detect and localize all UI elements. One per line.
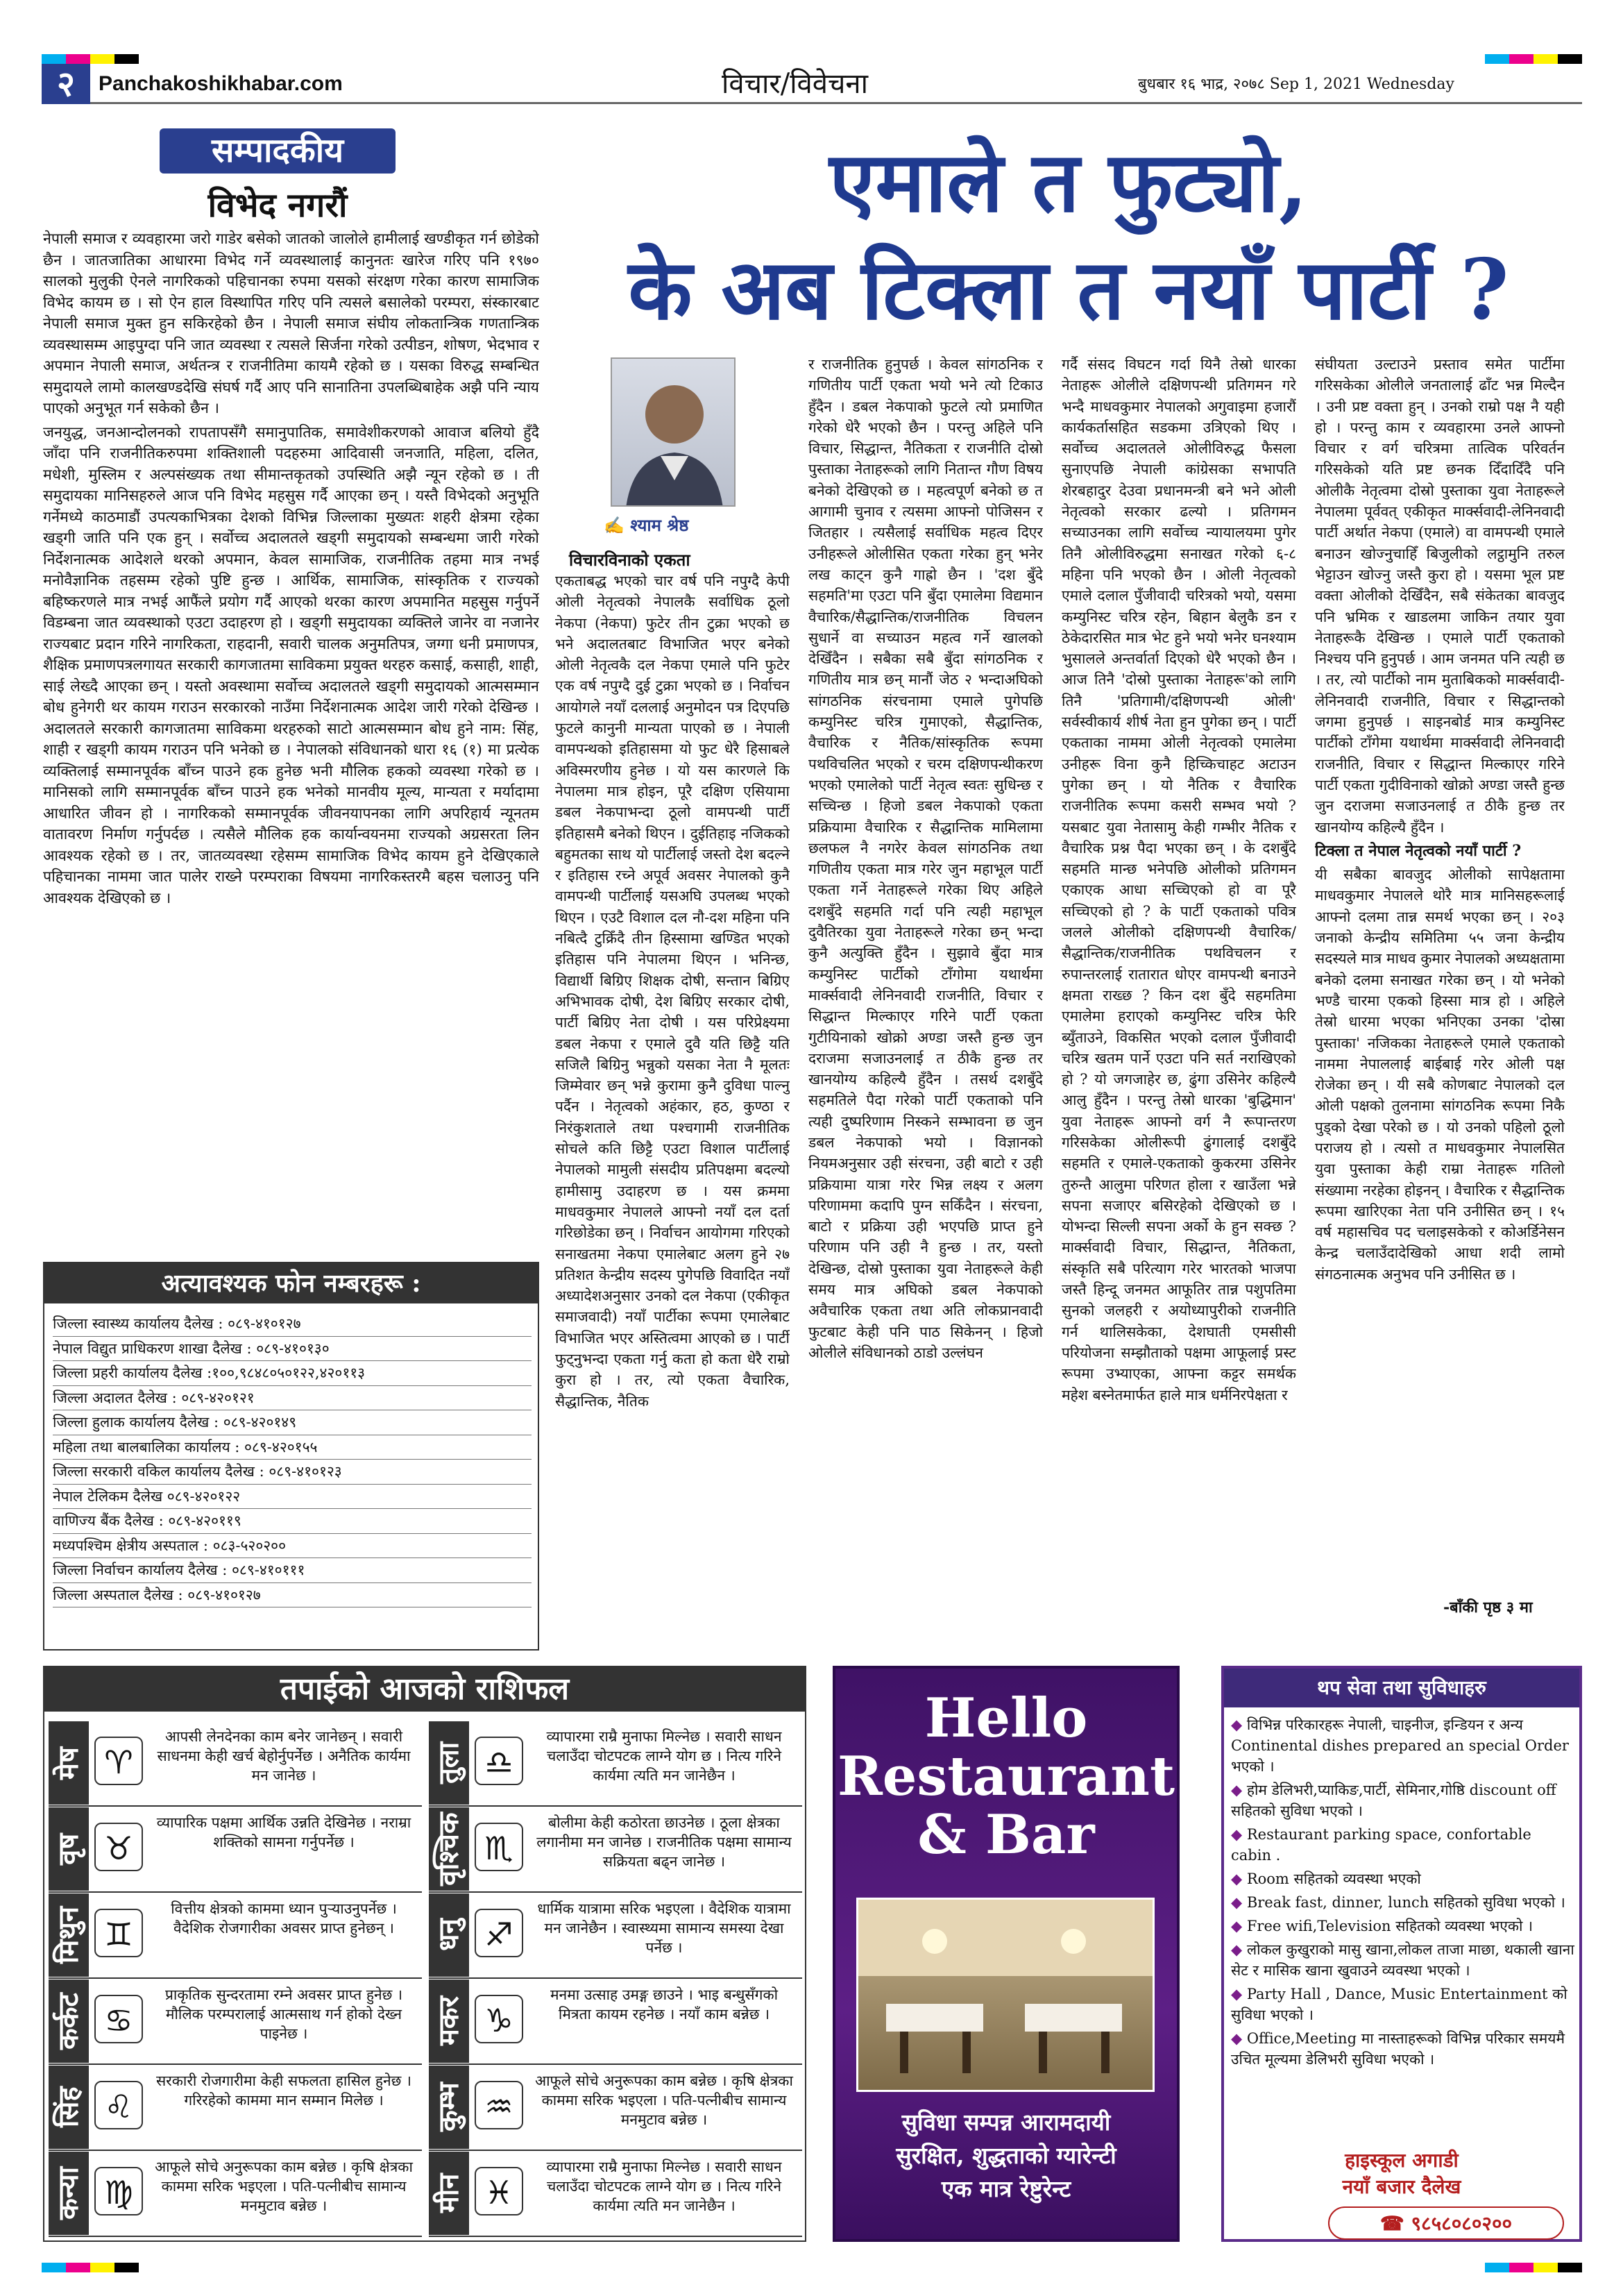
zodiac-icon: ♈ — [94, 1737, 143, 1785]
editorial-banner: सम्पादकीय — [160, 128, 396, 174]
column-text: र राजनीतिक हुनुपर्छ । केवल सांगठनिक र गणितीय पार्टी एकता भयो भने त्यो टिकाउ हुँदैन । डबल नेकपाको फुटले त्यो प्रमाणित गरेको धेरै भएको छैन । परन्तु अहिले पनि विचार, सिद्धान्त, नैतिकता र राजनीति दोस्रो पुस्ताका नेताहरूको लागि नितान्त गौण विषय बनेको देखिएको छ । महत्वपूर्ण बनेको छ त आगामी चुनाव र त्यसमा आफ्नो पोजिसन र जितहार । त्यसैलाई सर्वाधिक महत्व दिएर उनीहरूले ओलीसित एकता गरेका हुन् भनेर लख काट्न कुनै गाह्रो छैन । 'दश बुँदे सहमति'मा एउटा पनि बुँदा एमालेमा विद्यमान वैचारिक/सैद्धान्तिक/राजनीतिक विचलन सुधार्ने वा सच्याउन महत्व गर्ने खालको देखिँदैन । सबैका सबै बुँदा सांगठनिक र गणितीय मात्र छन् मानौं जेठ २ भन्दाअघिको सांगठनिक संरचनामा एमाले पुगेपछि कम्युनिस्ट चरित्र गुमाएको, सैद्धान्तिक, वैचारिक र नैतिक/सांस्कृतिक रूपमा पथविचलित भएको र चरम दक्षिणपन्थीकरण भएको एमालेको पार्टी नेतृत्व स्वतः सुधिन्छ र सच्चिन्छ । हिजो डबल नेकपाको एकता प्रक्रियामा वैचारिक र सैद्धान्तिक मामिलामा छलफल नै नगरेर केवल सांगठनिक तथा गणितीय एकता मात्र गरेर जुन महाभूल पार्टी एकता गर्ने नेताहरूले गरेका थिए अहिले दशबुँदे सहमति गर्दा पनि त्यही महाभूल दुवैतिरका युवा नेताहरूले गरेका छन् भन्दा कुनै अत्युक्ति हुँदैन । सुझावे बुँदा मात्र कम्युनिस्ट पार्टीको टाँगोमा यथार्थमा मार्क्सवादी लेनिनवादी राजनीति, विचार र सिद्धान्त मिल्काएर गरिने पार्टी एकता गुटीयिनाको खोक्रो अण्डा जस्तै हुन्छ जुन दराजमा सजाउनलाई त ठीकै हुन्छ तर खानयोग्य कहिल्यै हुँदैन । तसर्थ दशबुँदे सहमतिले पैदा गरेको पार्टी एकताको पनि त्यही दुष्परिणाम निस्कने सम्भावना छ जुन डबल नेकपाको भयो । विज्ञानको नियमअनुसार उही संरचना, उही बाटो र उही प्रक्रियामा यात्रा गरेर भिन्न लक्ष्य र अलग परिणाममा कदापि पुग्न सकिँदैन । संरचना, बाटो र प्रक्रिया उही भएपछि प्राप्त हुने परिणाम पनि उही नै हुन्छ । तर, यस्तो देखिन्छ, दोस्रो पुस्ताका युवा नेताहरूले केही समय मात्र अघिको डबल नेकपाको अवैचारिक एकता तथा अति लोकप्रानवादी फुटबाट केही पनि पाठ सिकेनन् । हिजो ओलीले संविधानको ठाडो उल्लंघन — [808, 356, 1043, 1361]
zodiac-icon: ♐ — [475, 1909, 523, 1957]
sign-prediction: व्यापारमा राम्रै मुनाफा मिल्नेछ । सवारी साधन चलाउँदा चोटपटक लाग्ने योग छ । नित्य गरिने कार्यमा त्यति मन जानेछैन । — [546, 1728, 782, 1784]
bullet-icon: ◆ — [1231, 1782, 1247, 1798]
column-text: एकताबद्ध भएको चार वर्ष पनि नपुग्दै केपी ओली नेतृत्वको नेपालकै सर्वाधिक ठूलो नेकपा (नेकपा) फुटेर तीन टुक्रा भएको छ भने अदालतबाट विभाजित भएर बनेको ओली नेतृत्वकै दल नेकपा एमाले पनि फुटेर एक वर्ष नपुग्दै दुई टुक्रा भएको छ । निर्वाचन आयोगले नयाँ दललाई अनुमोदन पत्र दिएपछि फुटले कानुनी मान्यता पाएको छ । नेपाली वामपन्थको इतिहासमा यो फुट धेरै हिसाबले अविस्मरणीय हुनेछ । यो यस कारणले कि नेपालमा मात्र होइन, पूरै दक्षिण एसियामा डबल नेकपाभन्दा ठूलो वामपन्थी पार्टी इतिहासमै बनेको थिएन । दुईतिहाइ नजिकको बहुमतका साथ यो पार्टीलाई जस्तो देश बदल्ने र इतिहास रच्ने अपूर्व अवसर नेपालको कुनै वामपन्थी पार्टीलाई यसअघि उपलब्ध भएको थिएन । एउटै विशाल दल नौ-दश महिना पनि नबित्दै टुक्रिँदै तीन हिस्सामा खण्डित भएको इतिहास पनि नेपालमा थिएन । भनिन्छ, विद्यार्थी बिग्रिए शिक्षक दोषी, सन्तान बिग्रिए अभिभावक दोषी, देश बिग्रिए सरकार दोषी, पार्टी बिग्रिए नेता दोषी । यस परिप्रेक्ष्यमा डबल नेकपा र एमाले दुवै यति छिट्टै यति सजिलै बिग्रिनु भन्नुको यसका नेता नै मूलतः जिम्मेवार छन् भन्ने कुरामा कुनै दुविधा पाल्नु पर्दैन । नेतृत्वको अहंकार, हठ, कुण्ठा र निरंकुशताले तथा पश्चगामी राजनीतिक सोचले कति छिट्टै एउटा विशाल पार्टीलाई नेपालको मामुली संसदीय प्रतिपक्षमा बदल्यो हामीसामु उदाहरण छ । यस क्रममा माधवकुमार नेपालले आफ्नो नयाँ दल दर्ता गरिछोडेका छन् । निर्वाचन आयोगमा गरिएको सनाखतमा नेकपा एमालेबाट अलग हुने २७ प्रतिशत केन्द्रीय सदस्य पुगेपछि विवादित नयाँ अध्यादेशअनुसार उनको दल नेकपा (एकीकृत समाजवादी) नयाँ पार्टीका रूपमा एमालेबाट विभाजित भएर अस्तित्वमा आएको छ । पार्टी फुट्नुभन्दा एकता गर्नु कता हो कता धेरै राम्रो कुरा हो । तर, त्यो एकता वैचारिक, सैद्धान्तिक, नैतिक — [555, 573, 790, 1410]
row-divider — [429, 2063, 802, 2065]
editorial-paragraph: नेपाली समाज र व्यवहारमा जरो गाडेर बसेको जातको जालोले हामीलाई खण्डीकृत गर्न छोडेको छैन । जातजातिका आधारमा विभेद गर्ने व्यवस्थालाई कानुनतः खारेज गरिए पनि १९७० सालको मुलुकी ऐनले नागरिकको पहिचानका रुपमा यसको संरक्षण गरेका कारण सामाजिक विभेद कायम छ । सो ऐन हाल विस्थापित गरिए पनि त्यसले बसालेको परम्परा, संस्कारबाट नेपाली समाज मुक्त हुन सकिरहेको छैन । नेपाली समाज संघीय लोकतान्त्रिक गणतान्त्रिक व्यवस्थासम्म आइपुग्दा पनि जात व्यवस्था र त्यसले सिर्जना गरेको उत्पीडन, शोषण, भेदभाव र अपमान नेपाली समाज, अर्थतन्त्र र राजनीतिमा कायमै रहेको छ । यसका विरुद्ध सम्बन्धित समुदायले लामो कालखण्डदेखि संघर्ष गर्दै आए पनि सानातिना उपलब्धिबाहेक अझै पनि न्याय पाएको अनुभूत गर्न सकेको छैन । — [43, 230, 539, 417]
article-subhead: विचारविनाको एकता — [569, 550, 690, 570]
phone-icon: ☎ — [1379, 2212, 1411, 2235]
phone-row: जिल्ला अस्पताल दैलेख : ०८९-४१०१२७ — [53, 1583, 532, 1608]
restaurant-ad — [833, 1666, 1180, 2242]
sign-name: धनु — [429, 1893, 469, 1977]
sign-prediction: बोलीमा केही कठोरता छाउनेछ । ठूला क्षेत्रका लगानीमा मन जानेछ । राजनीतिक पक्षमा सामान्य सक्रियता बढ्न जानेछ । — [536, 1814, 792, 1870]
sign-prediction: आफूले सोचे अनुरूपका काम बन्नेछ । कृषि क्षेत्रका काममा सरिक भइएला । पति-पत्नीबीच सामान्य मनमुटाव बन्नेछ । — [155, 2159, 413, 2214]
zodiac-icon: ♎ — [475, 1737, 523, 1785]
bullet-icon: ◆ — [1231, 1826, 1247, 1843]
editorial-body — [43, 229, 539, 1249]
row-divider — [429, 1977, 802, 1979]
services-ad — [1221, 1666, 1582, 2242]
horoscope-box — [43, 1666, 806, 2242]
emergency-phones-box — [43, 1262, 539, 1651]
phone-row: नेपाल विद्युत प्राधिकरण शाखा दैलेख : ०८९-४१०१३० — [53, 1337, 532, 1362]
zodiac-icon: ♑ — [475, 1995, 523, 2043]
phones-title: अत्यावश्यक फोन नम्बरहरू : — [44, 1263, 538, 1303]
ad-title-line: Hello — [924, 1687, 1088, 1750]
sign-name: कुम्भ — [429, 2066, 469, 2149]
row-divider — [49, 1805, 422, 1807]
column-text: गर्दै संसद विघटन गर्दा यिनै तेस्रो धारका नेताहरू ओलीले दक्षिणपन्थी प्रतिगमन गरे भन्दै माधवकुमार नेपालको अगुवाइमा हजारौं कार्यकर्तासहित सडकमा उत्रिएको थिए । सर्वोच्च अदालतले ओलीविरुद्ध फैसला सुनाएपछि नेपाली कांग्रेसका सभापति शेरबहादुर देउवा प्रधानमन्त्री बने भने ओली नेतृत्वको सरकार ढल्यो । प्रतिगमन सच्याउनका लागि सर्वोच्च न्यायालयमा पुगेर तिनै ओलीविरुद्धमा सनाखत गरेको ६-८ महिना पनि भएको छैन । ओली नेतृत्वको एमाले दलाल पुँजीवादी चरित्रको भयो, यसमा कम्युनिस्ट चरित्र रहेन, बिहान बेलुकै डन र ठेकेदारसित मात्र भेट हुने भयो भनेर घनश्याम भुसालले अन्तर्वार्ता दिएको धेरै भएको छैन । आज तिनै 'दोस्रो पुस्ताका नेताहरू'को लागि तिनै 'प्रतिगामी/दक्षिणपन्थी ओली' सर्वस्वीकार्य शीर्ष नेता हुन पुगेका छन् । पार्टी एकताका नाममा ओली नेतृत्वको एमालेमा उनीहरू विना कुनै हिच्किचाहट अटाउन पुगेका छन् । यो नैतिक र वैचारिक राजनीतिक रूपमा कसरी सम्भव भयो ? यसबाट युवा नेतासामु केही गम्भीर नैतिक र वैचारिक प्रश्न पैदा भएका छन् । के दशबुँदे सहमति मान्छ भनेपछि ओलीको प्रतिगमन एकाएक आधा सच्चिएको हो वा पूरै सच्चिएको हो ? के पार्टी एकताको पवित्र जलले ओलीको दक्षिणपन्थी वैचारिक/सैद्धान्तिक/राजनीतिक पथविचलन र रुपान्तरलाई रातारात धोएर वामपन्थी बनाउने क्षमता राख्छ ? किन दश बुँदे सहमतिमा एमालेमा हराएको कम्युनिस्ट चरित्र फेरि ब्युँताउने, विकसित भएको दलाल पुँजीवादी चरित्र खतम पार्ने एउटा पनि सर्त नराखिएको हो ? यो जगजाहेर छ, ढुंगा उसिनेर कहिल्यै आलु हुँदैन । परन्तु तेस्रो धारका 'बुद्धिमान' युवा नेताहरू आफ्नो वर्ग नै रूपान्तरण गरिसकेका ओलीरूपी ढुंगालाई दशबुँदे सहमति र एमाले-एकताको कुकरमा उसिनेर तुरुन्तै आलुमा परिणत होला र खाउँला भन्ने सपना सजाएर बसिरहेको देखिएको छ । योभन्दा सिल्ली सपना अर्को के हुन सक्छ ? मार्क्सवादी विचार, सिद्धान्त, नैतिकता, संस्कृति सबै परित्याग गरेर भारतको भाजपा जस्तै हिन्दू जनमत आफूतिर तान्न पशुपतिमा सुनको जलहरी र अयोध्यापुरीको राजनीति गर्न थालिसकेका, देशघाती एमसीसी परियोजना सम्झौताको पक्षमा आफूलाई प्रस्ट रूपमा उभ्याएका, आफ्ना कट्टर समर्थक महेश बस्नेतमार्फत हाले मात्र धर्मनिरपेक्षता र — [1062, 356, 1296, 1403]
dining-table-icon — [858, 1900, 1153, 2090]
row-divider — [49, 1977, 422, 1979]
zodiac-icon: ♉ — [94, 1823, 143, 1871]
sign-prediction: व्यापारिक पक्षमा आर्थिक उन्नति देखिनेछ । नराम्रा शक्तिको सामना गर्नुपर्नेछ । — [156, 1814, 411, 1850]
bullet-icon: ◆ — [1231, 1986, 1247, 2002]
row-divider — [429, 1891, 802, 1893]
row-divider — [49, 2150, 422, 2151]
sign-name: कर्कट — [49, 1980, 89, 2063]
sign-prediction: आपसी लेनदेनका काम बनेर जानेछन् । सवारी साधनमा केही खर्च बेहोर्नुपर्नेछ । अनैतिक कार्यमा मन जानेछ । — [157, 1728, 411, 1784]
service-item-text: Restaurant parking space, confortable cabin . — [1231, 1826, 1531, 1864]
page-number: २ — [42, 64, 90, 104]
horoscope-title: तपाईको आजको राशिफल — [44, 1667, 805, 1712]
column-text: संघीयता उल्टाउने प्रस्ताव समेत पार्टीमा गरिसकेका ओलीले जनतालाई ढाँट भन्न मिल्दैन । उनी प्रष्ट वक्ता हुन् । उनको राम्रो पक्ष नै यही हो । परन्तु काम र व्यवहारमा उनले आफ्नो विचार र वर्ग चरित्रमा तात्विक परिवर्तन गरिसकेको यति प्रष्ट छनक दिँदादिँदै पनि ओलीकै नेतृत्वमा दोस्रो पुस्ताका युवा नेताहरूले नेपालमा पूर्ववत् एकीकृत मार्क्सवादी-लेनिनवादी पार्टी अर्थात नेकपा (एमाले) वा वामपन्थी एमाले बनाउन खोज्नुचाहिँ बिजुलीको लट्ठामुनि तरुल भेट्टाउन खोज्नु जस्तै कुरा हो । यसमा भूल प्रष्ट वक्ता ओलीको देखिँदैन, सबै संकेतका बावजुद पनि भ्रमिक र खाडलमा जाकिन तयार युवा नेताहरूकै देखिन्छ । एमाले पार्टी एकताको निश्चय पनि हुनुपर्छ । आम जनमत पनि त्यही छ । तर, त्यो पार्टीको नाम मुताबिकको मार्क्सवादी-लेनिनवादी राजनीति, विचार र सिद्धान्तको जगमा हुनुपर्छ । साइनबोर्ड मात्र कम्युनिस्ट पार्टीको टाँगेमा यथार्थमा मार्क्सवादी लेनिनवादी राजनीति, विचार र सिद्धान्त मिल्काएर गरिने पार्टी एकता गुदीविनाको खोक्रो अण्डा जस्तै हुन्छ जुन दराजमा सजाउनलाई त ठीकै हुन्छ तर खानयोग्य कहिल्यै हुँदैन । — [1315, 356, 1565, 836]
sign-prediction: मनमा उत्साह उमङ्ग छाउने । भाइ बन्धुसँगको मित्रता कायम रहनेछ । नयाँ काम बन्नेछ । — [550, 1986, 779, 2023]
continued-note: -बाँकी पृष्ठ ३ मा — [1443, 1598, 1533, 1617]
phone-row: जिल्ला हुलाक कार्यालय दैलेख : ०८९-४२०१४९ — [53, 1410, 532, 1435]
zodiac-icon: ♓ — [475, 2167, 523, 2215]
row-divider — [429, 2150, 802, 2151]
editorial-paragraph: जनयुद्ध, जनआन्दोलनको रापतापसँगै समानुपातिक, समावेशीकरणको आवाज बलियो हुँदै जाँदा पनि राजनीतिकरुपमा शक्तिशाली पदहरुमा आदिवासी जनजाति, महिला, दलित, मधेशी, मुस्लिम र अल्पसंख्यक तथा सीमान्तकृतको उपस्थिति अझै न्यून रहेको छ । ती समुदायका मानिसहरुले आज पनि विभेद महसुस गर्दै आएका छन् । यस्तै विभेदको अनुभूति गर्नेमध्ये काठमाडौं उपत्यकाभित्रका देशको विभिन्न जिल्लाका मुख्यतः शहरी क्षेत्रमा रहेका खड्गी जाति पनि एक हुन् । सर्वोच्च अदालतले खड्गी समुदायको सम्बन्धमा जारी गरेको निर्देशनात्मक आदेशले थरको अपमान, केवल सामाजिक, राजनीतिक तहमा मात्र नभई मनोवैज्ञानिक तहसम्म रहेको पुष्टि हुन्छ । आर्थिक, सामाजिक, सांस्कृतिक र राज्यको बहिष्करणले मात्र नभई आफैंले प्रयोग गर्दै आएको थरका कारण अपमानित महसुस गर्नुपर्ने विडम्बना जात व्यवस्थाको एउटा उदाहरण हो । खड्गी समुदायका व्यक्तिले जानेर वा नजानेर राज्यबाट प्रदान गरिने नागरिकता, राहदानी, सवारी चालक अनुमतिपत्र, जग्गा धनी प्रमाणपत्र, शैक्षिक प्रमाणपत्रलगायत सरकारी कागजातमा साविकमा प्रयुक्त थरहरु कसाई, कसाही, शाही, साई लेख्दै आएका छन् । यस्तो अवस्थामा सर्वोच्च अदालतले खड्गी समुदायको आत्मसम्मान बोध हुनेगरी थर कायम गराउन सरकारको नाउँमा निर्देशनात्मक आदेश जारी गरेको देखिन्छ । अदालतले सरकारी कागजातमा साविकमा थरहरुको साटो आत्मसम्मान बोध हुने नाम: सिंह, शाही र खड्गी कायम गराउन पनि भनेको छ । नेपालको संविधानको धारा १६ (१) मा प्रत्येक व्यक्तिलाई सम्मानपूर्वक बाँच्न पाउने हक हुनेछ भनी मौलिक हकको व्यवस्था गरेको छ । मानिसको लागि सम्मानपूर्वक बाँच्न पाउने हक भनेको मानवीय मूल्य, मान्यता र मर्यादामा आधारित जीवन हो । नागरिकको सम्मानपूर्वक जीवनयापनका लागि अपरिहार्य न्यूनतम वातावरण निर्माण गर्नुपर्दछ । त्यसैले मौलिक हक कार्यान्वयनमा राज्यको अग्रसरता लिन आवश्यक रहेको छ । तर, जातव्यवस्था रहेसम्म सामाजिक विभेद कायम हुने देखिएकाले पहिचानका नाममा जात पालेर राख्ने परम्पराका विषयमा नागरिकस्तरमै बहस चलाउनु पनि आवश्यक देखिएको छ । — [43, 423, 539, 907]
site-name: Panchakoshikhabar.com — [99, 72, 343, 95]
sign-prediction: धार्मिक यात्रामा सरिक भइएला । वैदेशिक यात्रामा मन जानेछैन । स्वास्थ्यमा सामान्य समस्या देखा पर्नेछ । — [537, 1900, 791, 1956]
service-item — [1231, 1780, 1574, 1821]
phone-row: जिल्ला निर्वाचन कार्यालय दैलेख : ०८९-४१०१११ — [53, 1558, 532, 1583]
restaurant-photo — [856, 1898, 1155, 2092]
phone-row: वाणिज्य बैंक दैलेख : ०८९-४२०११९ — [53, 1509, 532, 1534]
row-divider — [429, 1805, 802, 1807]
bullet-icon: ◆ — [1231, 1941, 1247, 1958]
dateline: बुधबार १६ भाद्र, २०७८ Sep 1, 2021 Wednesday — [1138, 76, 1454, 93]
bullet-icon: ◆ — [1231, 2030, 1247, 2047]
sign-name: वृष — [49, 1807, 89, 1891]
phone-row: नेपाल टेलिकम दैलेख ०८९-४२०१२२ — [53, 1485, 532, 1510]
service-item — [1231, 1892, 1574, 1913]
headline-line-2: के अब टिक्ला त नयाँ पार्टी ? — [628, 241, 1509, 339]
phone-row: मध्यपश्चिम क्षेत्रीय अस्पताल : ०८३-५२०२०० — [53, 1534, 532, 1559]
ad-foot-line: सुविधा सम्पन्न आरामदायी — [901, 2109, 1111, 2136]
article-headline — [555, 128, 1582, 344]
bullet-icon: ◆ — [1231, 1894, 1247, 1911]
sign-name: मिथुन — [49, 1893, 89, 1977]
sign-prediction: वित्तीय क्षेत्रको काममा ध्यान पुऱ्याउनुपर्नेछ । वैदेशिक रोजगारीका अवसर प्राप्त हुनेछन् । — [171, 1900, 397, 1936]
phone-row: जिल्ला अदालत दैलेख : ०८९-४२०१२१ — [53, 1386, 532, 1411]
phone-row: जिल्ला सरकारी वकिल कार्यालय दैलेख : ०८९-४१०१२३ — [53, 1460, 532, 1485]
author-photo — [611, 357, 736, 507]
address-line: नयाँ बजार दैलेख — [1342, 2175, 1461, 2198]
service-item-text: विभिन्न परिकारहरू नेपाली, चाइनीज, इन्डियन र अन्य Continental dishes prepared an special Order भएको । — [1231, 1716, 1569, 1775]
services-address — [1224, 2147, 1579, 2200]
services-ad-title: थप सेवा तथा सुविधाहरु — [1224, 1669, 1579, 1707]
services-list — [1231, 1714, 1574, 2073]
service-item — [1231, 2028, 1574, 2070]
ad-title-line: Restaurant — [837, 1745, 1175, 1808]
sign-name: मकर — [429, 1980, 469, 2063]
service-item-text: Break fast, dinner, lunch सहितको सुविधा भएको । — [1246, 1894, 1565, 1911]
service-item-text: Room सहितको व्यवस्था भएको — [1246, 1871, 1421, 1887]
service-item-text: होम डेलिभरी,प्याकिङ,पार्टी, सेमिनार,गोष्ठि discount off सहितको सुविधा भएको । — [1231, 1782, 1556, 1819]
registration-bar-top-left — [42, 54, 139, 64]
registration-bar-bottom-right — [1485, 2263, 1582, 2272]
registration-bar-bottom — [42, 2263, 139, 2272]
ad-foot-line: सुरक्षित, शुद्धताको ग्यारेन्टी — [896, 2142, 1116, 2169]
sign-prediction: प्राकृतिक सुन्दरतामा रम्ने अवसर प्राप्त हुनेछ । मौलिक परम्परालाई आत्मसाथ गर्न होको देख्न पाइनेछ । — [164, 1986, 403, 2042]
zodiac-icon: ♋ — [94, 1995, 143, 2043]
article-column-1 — [555, 571, 790, 1619]
restaurant-ad-title — [835, 1689, 1177, 1864]
zodiac-icon: ♌ — [94, 2081, 143, 2129]
service-item — [1231, 1939, 1574, 1981]
sign-name: तुला — [429, 1721, 469, 1805]
sign-prediction: आफूले सोचे अनुरूपका काम बन्नेछ । कृषि क्षेत्रका काममा सरिक भइएला । पति-पत्नीबीच सामान्य मनमुटाव बन्नेछ । — [535, 2073, 793, 2128]
article-column-2 — [808, 354, 1043, 1617]
service-item — [1231, 1824, 1574, 1866]
phone-row: जिल्ला प्रहरी कार्यालय दैलेख :१००,९८४८०५०१२२,४२०११३ — [53, 1361, 532, 1386]
article-column-3 — [1062, 354, 1296, 1617]
service-item — [1231, 1868, 1574, 1889]
section-title: विचार/विवेचना — [722, 68, 868, 100]
phone-number: ९८५८०८०२०० — [1411, 2212, 1513, 2235]
bullet-icon: ◆ — [1231, 1871, 1247, 1887]
bullet-icon: ◆ — [1231, 1918, 1247, 1934]
row-divider — [429, 2236, 802, 2237]
zodiac-icon: ♊ — [94, 1909, 143, 1957]
service-item — [1231, 1916, 1574, 1936]
sign-name: कन्या — [49, 2152, 89, 2235]
sign-prediction: व्यापारमा राम्रै मुनाफा मिल्नेछ । सवारी साधन चलाउँदा चोटपटक लाग्ने योग छ । नित्य गरिने कार्यमा त्यति मन जानेछैन । — [546, 2159, 782, 2214]
article-column-4 — [1315, 354, 1565, 1617]
services-phone — [1328, 2206, 1564, 2240]
registration-bar-top-right — [1485, 54, 1582, 64]
bullet-icon: ◆ — [1231, 1716, 1247, 1733]
service-item-text: Party Hall , Dance, Music Entertainment को सुविधा भएको । — [1231, 1986, 1567, 2023]
ad-title-line: & Bar — [917, 1803, 1095, 1866]
ad-foot-line: एक मात्र रेष्टुरेन्ट — [941, 2175, 1071, 2202]
sign-name: मीन — [429, 2152, 469, 2235]
service-item-text: Free wifi,Television सहितको व्यवस्था भएको । — [1246, 1918, 1533, 1934]
service-item-text: Office,Meeting मा नास्ताहरूको विभिन्न परिकार समयमै उचित मूल्यमा डेलिभरी सुविधा भएको । — [1231, 2030, 1565, 2068]
sign-prediction: सरकारी रोजगारीमा केही सफलता हासिल हुनेछ । गरिरहेको काममा मान सम्मान मिलेछ । — [155, 2073, 412, 2109]
phones-list — [53, 1312, 532, 1607]
page-header — [42, 64, 1582, 104]
person-icon — [612, 359, 736, 507]
phone-row: महिला तथा बालबालिका कार्यालय : ०८९-४२०१५५ — [53, 1435, 532, 1460]
row-divider — [49, 1891, 422, 1893]
sign-name: मेष — [49, 1721, 89, 1805]
service-item — [1231, 1984, 1574, 2025]
restaurant-ad-footer — [835, 2106, 1177, 2206]
phone-row: जिल्ला स्वास्थ्य कार्यालय दैलेख : ०८९-४१०१२७ — [53, 1312, 532, 1337]
row-divider — [49, 2236, 422, 2237]
zodiac-icon: ♍ — [94, 2167, 143, 2215]
row-divider — [49, 2063, 422, 2065]
column-text: यी सबैका बावजुद ओलीको सापेक्षतामा माधवकुमार नेपालले थोरै मात्र मानिसहरूलाई आफ्नो दलमा तान्न समर्थ भएका छन् । २०३ जनाको केन्द्रीय समितिमा ५५ जना केन्द्रीय सदस्यले मात्र माधव कुमार नेपालको अध्यक्षतामा बनेको दलमा सनाखत गरेका छन् । यो भनेको भण्डै चारमा एकको हिस्सा मात्र हो । अहिले तेस्रो धारमा भएका भनिएका उनका 'दोस्रा पुस्ताका' नजिकका नेताहरूले एमाले एकताको नाममा नेपाललाई बाईबाई गरेर ओली पक्ष रोजेका छन् । यी सबै कोणबाट नेपालको दल ओली पक्षको तुलनामा सांगठनिक रूपमा निकै पुड्को देखा परेको छ । यो उनको पहिलो ठूलो पराजय हो । त्यसो त माधवकुमार नेपालसित युवा पुस्ताका केही राम्रा नेताहरू गतिलो संख्यामा नरहेका होइनन् । वैचारिक र सैद्धान्तिक रूपमा खारिएका नेता पनि उनीसित छन् । १५ वर्ष महासचिव पद चलाइसकेको र कोअर्डिनेसन केन्द्र चलाउँदादेखिको आधा शदी लामो संगठनात्मक अनुभव पनि उनीसित छ । — [1315, 866, 1565, 1283]
headline-line-1: एमाले त फुट्यो, — [829, 133, 1308, 231]
column-subhead: टिक्ला त नेपाल नेतृत्वको नयाँ पार्टी ? — [1315, 841, 1522, 860]
service-item — [1231, 1714, 1574, 1777]
author-name: ✍ श्याम श्रेष्ठ — [604, 515, 689, 535]
sign-name: वृश्चिक — [429, 1807, 469, 1891]
zodiac-icon: ♒ — [475, 2081, 523, 2129]
editorial-title: विभेद नगरौं — [207, 186, 348, 225]
zodiac-icon: ♏ — [475, 1823, 523, 1871]
address-line: हाइस्कूल अगाडी — [1345, 2149, 1459, 2172]
service-item-text: लोकल कुखुराको मासु खाना,लोकल ताजा माछा, थकाली खाना सेट र मासिक खाना खुवाउने व्यवस्था भएको । — [1231, 1941, 1574, 1979]
sign-name: सिंह — [49, 2066, 89, 2149]
